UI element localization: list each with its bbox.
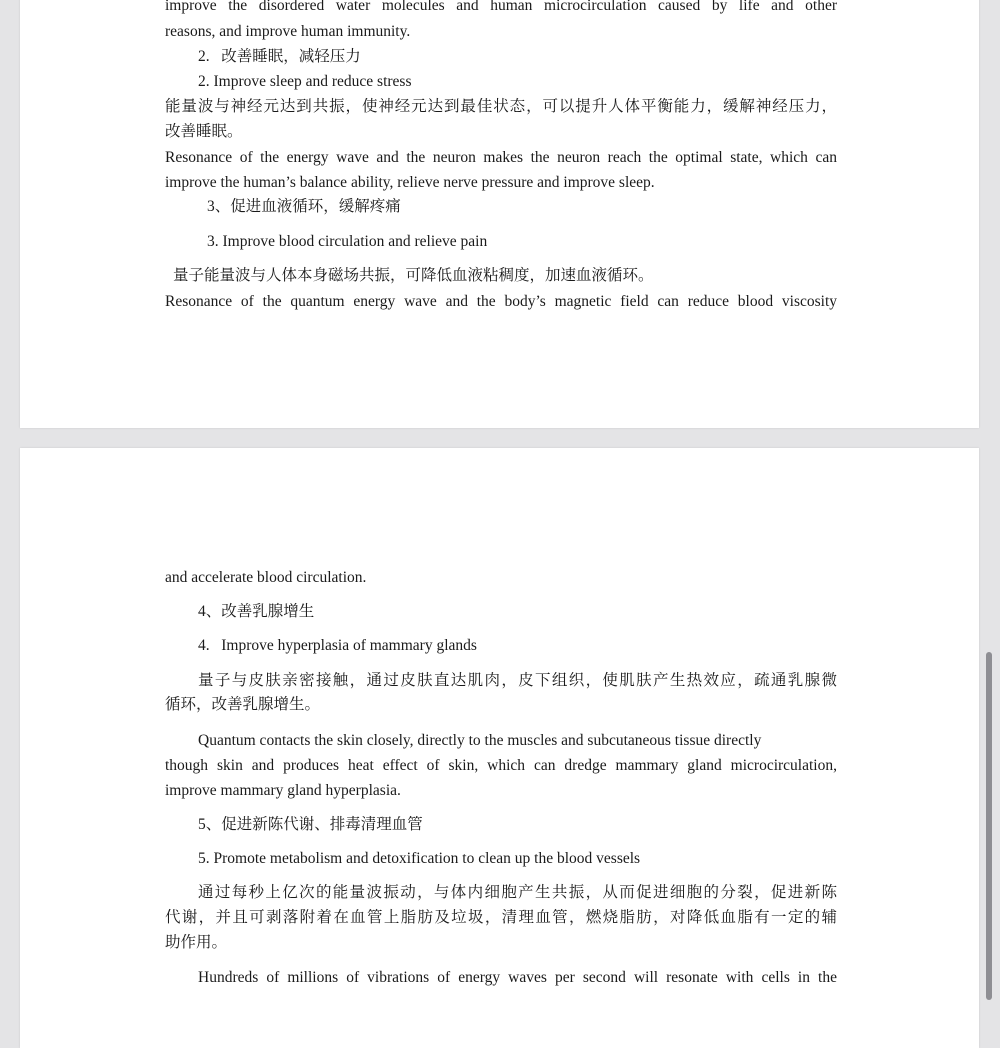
text-line: 改善睡眠。 (165, 123, 243, 140)
document-page-2 (20, 448, 979, 1048)
section-heading-zh: 2. 改善睡眠，减轻压力 (198, 48, 361, 65)
section-heading-zh: 3、促进血液循环，缓解疼痛 (207, 198, 401, 215)
document-page-1 (20, 0, 979, 428)
vertical-scrollbar[interactable] (986, 652, 992, 1000)
section-heading-zh: 5、促进新陈代谢、排毒清理血管 (198, 816, 423, 833)
text-line: Hundreds of millions of vibrations of energy waves per second will resonate with cells in the (198, 969, 837, 986)
text-line: 能量波与神经元达到共振，使神经元达到最佳状态，可以提升人体平衡能力，缓解神经压力， (165, 98, 837, 115)
text-line: 通过每秒上亿次的能量波振动，与体内细胞产生共振，从而促进细胞的分裂，促进新陈 (198, 884, 837, 901)
text-line: 量子与皮肤亲密接触，通过皮肤直达肌肉，皮下组织，使肌肤产生热效应，疏通乳腺微 (198, 672, 837, 689)
text-line: Quantum contacts the skin closely, directly to the muscles and subcutaneous tissue directly (198, 732, 762, 749)
text-line: improve the human’s balance ability, relieve nerve pressure and improve sleep. (165, 174, 655, 191)
text-line: and accelerate blood circulation. (165, 569, 367, 586)
text-line: though skin and produces heat effect of skin, which can dredge mammary gland microcirculation, (165, 757, 837, 774)
section-heading-en: 3. Improve blood circulation and relieve pain (207, 233, 488, 250)
section-heading-en: 2. Improve sleep and reduce stress (198, 73, 412, 90)
section-heading-zh: 4、改善乳腺增生 (198, 603, 315, 620)
text-line: improve mammary gland hyperplasia. (165, 782, 401, 799)
text-line: improve the disordered water molecules and human microcirculation caused by life and other (165, 0, 837, 14)
section-heading-en: 4. Improve hyperplasia of mammary glands (198, 637, 477, 654)
text-line: 量子能量波与人体本身磁场共振，可降低血液粘稠度，加速血液循环。 (173, 267, 654, 284)
text-line: Resonance of the quantum energy wave and the body’s magnetic field can reduce blood viscosity (165, 293, 837, 310)
text-line: 循环，改善乳腺增生。 (165, 696, 321, 713)
section-heading-en: 5. Promote metabolism and detoxification to clean up the blood vessels (198, 850, 641, 867)
text-line: reasons, and improve human immunity. (165, 23, 411, 40)
text-line: 代谢，并且可剥落附着在血管上脂肪及垃圾，清理血管，燃烧脂肪，对降低血脂有一定的辅 (165, 909, 837, 926)
text-line: Resonance of the energy wave and the neuron makes the neuron reach the optimal state, which can (165, 149, 837, 166)
text-line: 助作用。 (165, 934, 228, 951)
